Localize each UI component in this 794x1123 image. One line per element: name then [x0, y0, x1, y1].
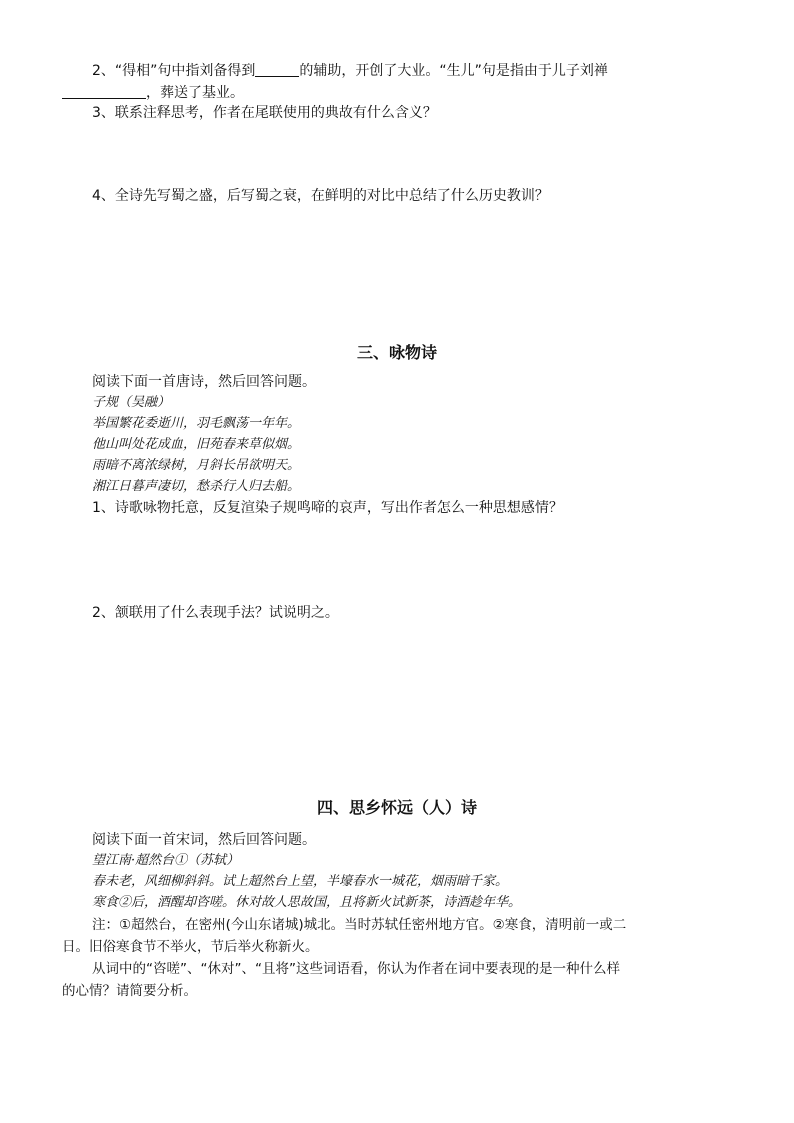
section-heading-4: 四、思乡怀远（人）诗 — [316, 798, 477, 817]
section-4-question-continued: 的心情？请简要分析。 — [62, 983, 197, 999]
section-4-intro: 阅读下面一首宋词，然后回答问题。 — [92, 832, 316, 848]
question-3: 3、联系注释思考，作者在尾联使用的典故有什么含义？ — [92, 105, 437, 121]
section-4-question: 从词中的“咨嗟”、“休对”、“且将”这些词语看，你认为作者在词中要表现的是一种什么样 — [92, 961, 620, 977]
poem-line: 湘江日暮声凄切，愁杀行人归去船。 — [92, 479, 301, 494]
answer-blank[interactable] — [62, 84, 146, 99]
annotation-note-continued: 日。旧俗寒食节不举火，节后举火称新火。 — [62, 939, 319, 955]
section-3-intro: 阅读下面一首唐诗，然后回答问题。 — [92, 374, 316, 390]
poem-line: 他山叫处花成血，旧苑春来草似烟。 — [92, 437, 301, 452]
question-2 — [92, 62, 608, 80]
question-2-part1: 2、“得相”句中指刘备得到 — [92, 63, 256, 79]
poem-line: 寒食②后，酒醒却咨嗟。休对故人思故国，且将新火试新茶，诗酒趁年华。 — [92, 895, 522, 910]
poem-line: 春未老，风细柳斜斜。试上超然台上望，半壕春水一城花，烟雨暗千家。 — [92, 874, 509, 889]
question-2-part2: 的辅助，开创了大业。“生儿”句是指由于儿子刘禅 — [299, 63, 608, 79]
poem-title: 望江南·超然台①（苏轼） — [92, 853, 240, 868]
section-heading-3: 三、咏物诗 — [356, 343, 437, 362]
poem-line: 雨暗不离浓绿树，月斜长吊欲明天。 — [92, 458, 301, 473]
poem-line: 举国繁花委逝川，羽毛飘荡一年年。 — [92, 416, 301, 431]
question-2-part3: ，葬送了基业。 — [146, 85, 244, 101]
poem-title: 子规（吴融） — [92, 395, 171, 410]
question-2-continued — [62, 84, 244, 102]
annotation-note: 注：①超然台，在密州(今山东诸城)城北。当时苏轼任密州地方官。②寒食，清明前一或二 — [92, 917, 627, 933]
section-3-question-2: 2、颔联用了什么表现手法？试说明之。 — [92, 605, 339, 621]
answer-blank[interactable] — [255, 62, 299, 77]
section-3-question-1: 1、诗歌咏物托意，反复渲染子规鸣啼的哀声，写出作者怎么一种思想感情？ — [92, 500, 563, 516]
question-4: 4、全诗先写蜀之盛，后写蜀之衰，在鲜明的对比中总结了什么历史教训？ — [92, 188, 549, 204]
